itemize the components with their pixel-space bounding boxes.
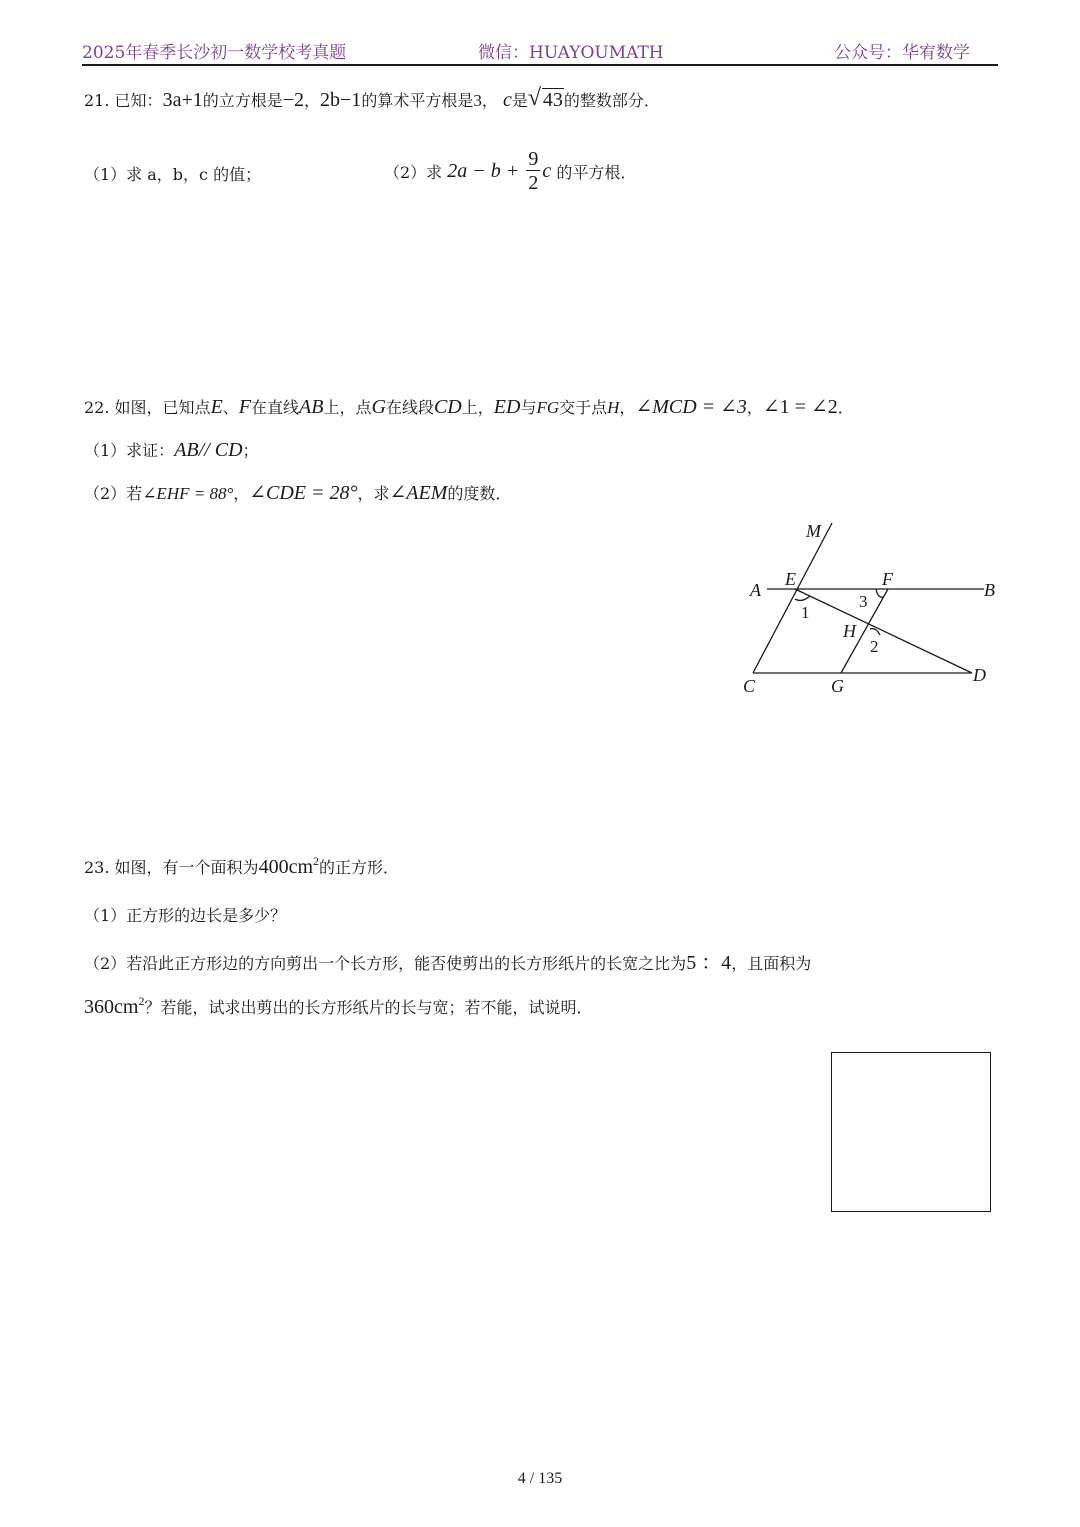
label-G: G — [831, 676, 844, 696]
q23-area-400: $400cm^2$ — [258, 854, 319, 878]
q23-square-figure — [831, 1052, 991, 1212]
q21-expr-3a1: 3a+1 — [162, 89, 203, 111]
q21-fraction-9-2: $\frac{9}{2}$ — [528, 148, 539, 194]
q21-part2-var-c: c — [542, 160, 552, 182]
q23-part2-text: （2）若沿此正方形边的方向剪出一个长方形，能否使剪出的长方形纸片的长宽之比为 — [84, 954, 687, 973]
q22-stem — [84, 394, 854, 419]
header-title: 2025年春季长沙初一数学校考真题 — [82, 43, 347, 63]
q22-part2-expr: ∠AEM — [389, 482, 448, 504]
label-B: B — [984, 580, 995, 600]
label-M: M — [806, 521, 821, 541]
q22-figure — [740, 515, 1010, 700]
q22-part2-text: 的度数． — [447, 484, 512, 503]
q21-text: 的立方根是 — [202, 91, 283, 110]
label-D: D — [973, 665, 986, 685]
q21-sqrt-43: √ 43 — [527, 85, 563, 111]
header-divider — [82, 64, 998, 66]
q21-part1: （1）求 a，b，c 的值； — [84, 165, 262, 184]
q21-value-3: 3 — [473, 91, 482, 110]
q22-text: 上， — [461, 398, 494, 417]
q22-text: 与 — [520, 398, 537, 417]
q22-text: 在直线 — [251, 398, 300, 417]
q22-point-F: F — [238, 396, 252, 418]
q21-text: ， — [304, 91, 321, 110]
q22-equation-mcd: ∠MCD = ∠3 — [635, 396, 747, 418]
q22-point-H: H — [607, 398, 620, 417]
q22-text: 上，点 — [323, 398, 372, 417]
q23-number: 23. — [84, 858, 110, 877]
q21-number: 21. — [84, 91, 110, 110]
q22-text: 如图，已知点 — [114, 398, 211, 417]
label-C: C — [743, 676, 756, 696]
q21-stem — [84, 85, 660, 112]
q22-text: 、 — [222, 398, 239, 417]
q22-equation-angles: ∠1 = ∠2 — [762, 396, 838, 418]
q22-part2-text: ， — [233, 484, 250, 503]
q21-var-c: c — [502, 89, 512, 111]
label-A: A — [750, 580, 761, 600]
q22-part2-text: ，求 — [357, 484, 390, 503]
q23-stem — [84, 854, 399, 879]
header-wechat: 微信：HUAYOUMATH — [478, 43, 664, 63]
q21-expr-2b1: 2b−1 — [320, 89, 362, 111]
q22-part1-text: ； — [242, 441, 259, 460]
q22-segment-FG: FG — [536, 398, 560, 417]
label-H: H — [843, 621, 856, 641]
label-angle-1: 1 — [801, 603, 810, 622]
q22-text: ， — [619, 398, 636, 417]
q22-segment-ED: ED — [493, 396, 521, 418]
q22-part2 — [84, 480, 511, 505]
q22-line-AB: AB — [299, 396, 324, 418]
q21-part2-text: 的平方根． — [556, 163, 637, 182]
q21-value-neg2: −2 — [282, 89, 305, 111]
q22-segment-CD: CD — [433, 396, 462, 418]
label-angle-3: 3 — [859, 592, 868, 611]
label-angle-2: 2 — [870, 637, 879, 656]
q23-part2-line1 — [84, 946, 811, 975]
q22-point-G: G — [371, 396, 386, 418]
line-CM — [753, 523, 832, 673]
q22-point-E: E — [210, 396, 223, 418]
header-account: 公众号：华宥数学 — [834, 43, 970, 63]
angle-arc-2 — [870, 629, 880, 635]
q23-text: 的正方形． — [319, 858, 400, 877]
q22-part2-eq2: ∠CDE = 28° — [249, 482, 358, 504]
q21-text: 的整数部分． — [563, 91, 660, 110]
q22-part1 — [84, 438, 259, 462]
q21-text: 的算术平方根是 — [361, 91, 474, 110]
q21-text: 已知： — [114, 91, 163, 110]
q23-area-360: $360cm^2$ — [84, 994, 145, 1018]
q22-part1-text: （1）求证： — [84, 441, 175, 460]
label-F: F — [882, 569, 893, 589]
q21-text: 是 — [511, 91, 528, 110]
q23-text: 如图，有一个面积为 — [114, 858, 259, 877]
q22-part1-expr: AB// CD — [174, 439, 243, 461]
q23-part2-text: ？若能，试求出剪出的长方形纸片的长与宽；若不能，试说明． — [144, 998, 593, 1017]
q22-part2-text: （2）若 — [84, 484, 143, 503]
q23-part2-line2 — [84, 994, 592, 1019]
q21-text: ， — [481, 91, 498, 110]
q22-text: 在线段 — [385, 398, 434, 417]
angle-arc-1 — [795, 596, 810, 600]
q22-text: ． — [837, 398, 854, 417]
line-ED — [795, 589, 972, 673]
q21-part2 — [384, 148, 636, 195]
label-E: E — [785, 569, 796, 589]
q23-part1: （1）正方形的边长是多少？ — [84, 906, 287, 925]
angle-arc-3 — [876, 589, 884, 597]
page-number: 4 / 135 — [517, 1470, 563, 1487]
q22-part2-eq1: ∠EHF = 88° — [142, 484, 234, 503]
q23-part2-text: ，且面积为 — [731, 954, 812, 973]
q22-text: ， — [746, 398, 763, 417]
q23-ratio: 5 ：4 — [686, 952, 732, 974]
q22-text: 交于点 — [559, 398, 608, 417]
q22-number: 22. — [84, 398, 110, 417]
q21-part2-text: （2）求 — [384, 163, 443, 182]
q21-part2-expr: 2a − b + — [447, 160, 520, 182]
